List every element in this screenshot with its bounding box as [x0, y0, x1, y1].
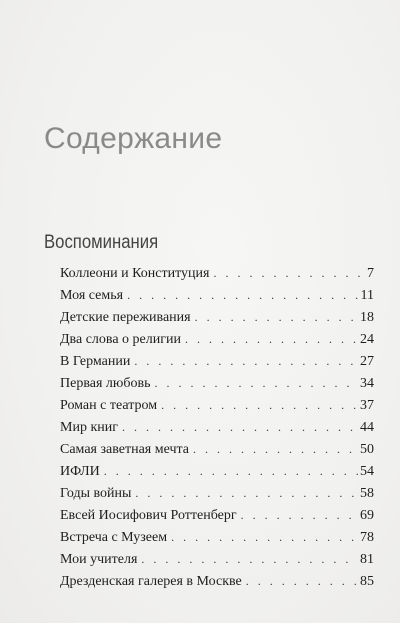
toc-entry: [60, 416, 374, 438]
toc-entry-page: 44: [360, 420, 374, 435]
toc-entry-page: 85: [360, 574, 374, 589]
toc-entry-page: 7: [367, 266, 374, 281]
toc-entry-title: Годы войны: [60, 486, 132, 501]
dot-leader: [135, 482, 358, 504]
toc-entry-title: Детские переживания: [60, 310, 191, 325]
toc-entry: [60, 350, 374, 372]
toc-entry-page: 34: [360, 376, 374, 391]
toc-entry-page: 11: [360, 288, 374, 303]
dot-leader: [161, 394, 358, 416]
toc-entry-title: В Германии: [60, 354, 131, 369]
toc-entry: [60, 438, 374, 460]
toc-entry-page: 69: [360, 508, 374, 523]
toc-entry-title: Мои учителя: [60, 552, 138, 567]
toc-entry-page: 18: [360, 310, 374, 325]
toc-entry: [60, 482, 374, 504]
dot-leader: [193, 438, 358, 460]
table-of-contents: [60, 262, 374, 592]
toc-entry-page: 50: [360, 442, 374, 457]
toc-entry-title: Самая заветная мечта: [60, 442, 189, 457]
toc-entry: [60, 284, 374, 306]
dot-leader: [171, 526, 358, 548]
dot-leader: [195, 306, 358, 328]
toc-entry-page: 54: [360, 464, 374, 479]
dot-leader: [241, 504, 358, 526]
toc-entry: [60, 570, 374, 592]
dot-leader: [213, 262, 365, 284]
toc-entry-title: Дрезденская галерея в Москве: [60, 574, 242, 589]
toc-entry-page: 37: [360, 398, 374, 413]
toc-entry-page: 81: [360, 552, 374, 567]
toc-entry: [60, 328, 374, 350]
toc-entry-title: Роман с театром: [60, 398, 158, 413]
toc-entry-title: Коллеони и Конституция: [60, 266, 210, 281]
toc-entry: [60, 526, 374, 548]
toc-entry-title: Евсей Иосифович Роттенберг: [60, 508, 237, 523]
toc-entry: [60, 394, 374, 416]
toc-entry-title: Два слова о религии: [60, 332, 181, 347]
toc-entry-title: Встреча с Музеем: [60, 530, 168, 545]
dot-leader: [185, 328, 358, 350]
toc-entry: [60, 262, 374, 284]
dot-leader: [134, 350, 358, 372]
dot-leader: [127, 284, 358, 306]
dot-leader: [104, 460, 358, 482]
toc-entry-page: 24: [360, 332, 374, 347]
toc-entry: [60, 372, 374, 394]
toc-entry: [60, 548, 374, 570]
toc-entry-title: Моя семья: [60, 288, 124, 303]
dot-leader: [154, 372, 358, 394]
dot-leader: [122, 416, 358, 438]
toc-entry-page: 27: [360, 354, 374, 369]
toc-entry: [60, 460, 374, 482]
toc-entry-title: ИФЛИ: [60, 464, 100, 479]
dot-leader: [141, 548, 358, 570]
section-title: Воспоминания: [44, 232, 159, 253]
toc-entry-page: 58: [360, 486, 374, 501]
toc-entry: [60, 504, 374, 526]
toc-entry-title: Первая любовь: [60, 376, 151, 391]
dot-leader: [246, 570, 358, 592]
toc-entry-page: 78: [360, 530, 374, 545]
toc-entry-title: Мир книг: [60, 420, 118, 435]
toc-entry: [60, 306, 374, 328]
page-title: Содержание: [44, 122, 223, 155]
